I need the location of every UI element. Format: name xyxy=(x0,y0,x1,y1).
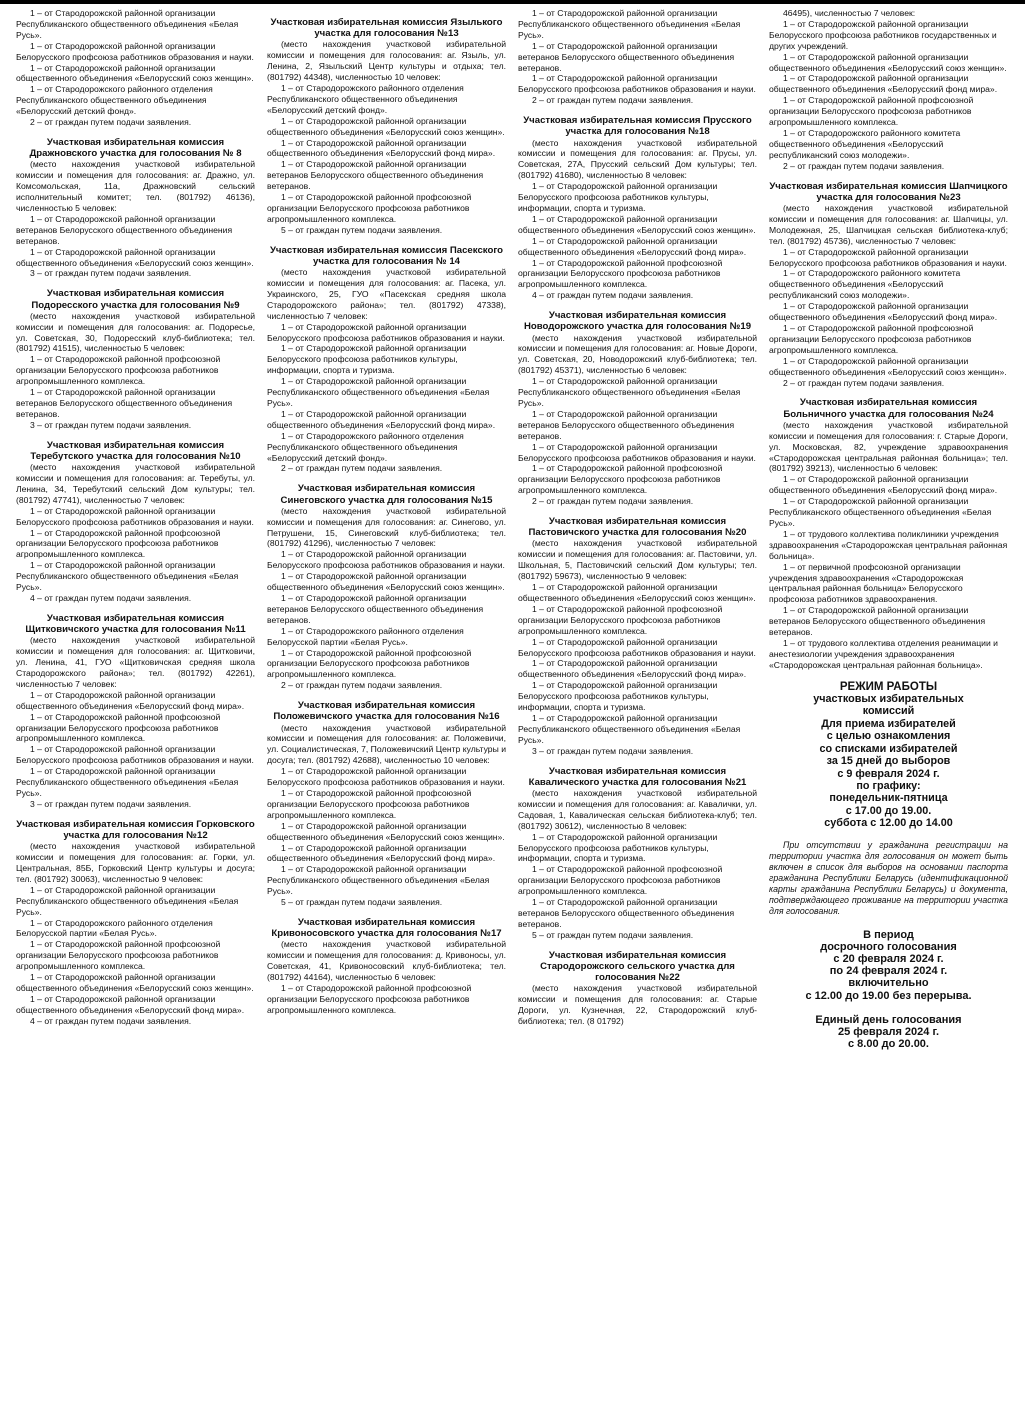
membership-line: 1 – от Стародорожской районной организации общественного объединения «Белорусский союз женщин». xyxy=(16,246,254,268)
membership-line: 1 – от Стародорожской районной организации Белорусского профсоюза работников культуры, информации, спорта и туризма. xyxy=(518,831,718,864)
membership-line: 1 – от Стародорожского районного отделения Белорусской партии «Белая Русь». xyxy=(16,917,213,939)
membership-line: 1 – от Стародорожской районной организации Белорусского профсоюза работников образования и науки. xyxy=(16,744,254,766)
membership-line: 1 – от Стародорожской районной организации общественного объединения «Белорусский фонд мира». xyxy=(769,73,998,95)
schedule-line: с 9 февраля 2024 г. xyxy=(837,767,940,780)
membership-line: 1 – от Стародорожской районной профсоюзной организации Белорусского профсоюза работников агропромышленного комплекса. xyxy=(16,711,221,744)
membership-line: 1 – от Стародорожской районной организации общественного объединения «Белорусский союз женщин». xyxy=(16,62,254,84)
membership-line: 1 – от Стародорожской районной организации Белорусского профсоюза работников культуры, информации, спорта и туризма. xyxy=(518,680,718,713)
commission-heading: Участковая избирательная комиссия Новодорожского участка для голосования №19 xyxy=(523,310,752,333)
membership-line: 1 – от Стародорожской районной организации Республиканского общественного объединения «Белая Русь». xyxy=(769,496,992,528)
commission-heading: Участковая избирательная комиссия Подоресского участка для голосования №9 xyxy=(31,288,240,311)
membership-line: 5 – от граждан путем подачи заявления. xyxy=(532,929,694,940)
schedule-line: с целью ознакомления xyxy=(826,730,951,743)
schedule-line: комиссий xyxy=(862,705,915,718)
membership-line: 1 – от Стародорожской районной организации Белорусского профсоюза работников культуры, информации, спорта и туризма. xyxy=(518,181,718,213)
membership-line: 1 – от Стародорожской районной профсоюзной организации Белорусского профсоюза работников агропромышленного комплекса. xyxy=(518,257,723,290)
commission-heading: Участковая избирательная комиссия Положевичского участка для голосования №16 xyxy=(273,700,500,723)
membership-line: 1 – от Стародорожской районной организации Республиканского общественного объединения «Белая Русь». xyxy=(267,864,490,897)
membership-line: 1 – от Стародорожской районной организации общественного объединения «Белорусский фонд мира». xyxy=(267,408,496,430)
schedule-line: с 12.00 до 19.00 без перерыва. xyxy=(805,989,972,1002)
column-3 xyxy=(512,8,763,1420)
schedule-line: по графику: xyxy=(856,779,921,792)
membership-line: 3 – от граждан путем подачи заявления. xyxy=(30,268,192,279)
membership-line: 1 – от Стародорожской районной организации Белорусского профсоюза работников государственных и других учреждений. xyxy=(769,18,997,51)
commission-location: (место нахождения участковой избирательной комиссии и помещения для голосования: аг. Положевичи, ул. Социалистическая, 7, Положевичский Центр культуры и досуга; тел. (801792) 42688), численностью 10 человек: xyxy=(267,722,506,766)
membership-line: 1 – от Стародорожской районной организации Белорусского профсоюза работников образования и науки. xyxy=(518,636,756,658)
commission-location: (место нахождения участковой избирательной комиссии и помещения для голосования: аг. Шапчицы, ул. Молодежная, 25, Шапчицкая сельская библиотека-клуб; тел. (801792) 45736), численностью 7 человек: xyxy=(769,203,1008,246)
membership-line: 1 – от Стародорожской районной профсоюзной организации Белорусского профсоюза работников агропромышленного комплекса. xyxy=(267,192,472,224)
membership-line: 2 – от граждан путем подачи заявления. xyxy=(281,680,443,691)
membership-line: 1 – от Стародорожской районной организации ветеранов Белорусского общественного объединения ветеранов. xyxy=(16,213,233,246)
membership-line: 1 – от Стародорожской районной организации ветеранов Белорусского общественного объединения ветеранов. xyxy=(769,605,986,638)
membership-line: 3 – от граждан путем подачи заявления. xyxy=(30,798,192,809)
membership-line: 46495), численностью 7 человек: xyxy=(783,8,916,18)
membership-line: 1 – от трудового коллектива отделения реанимации и анестезиологии учреждения здравоохранения «Стародорожская центральная районная больница». xyxy=(769,637,998,670)
commission-heading: Участковая избирательная комиссия Прусского участка для голосования №18 xyxy=(523,115,752,138)
membership-line: 1 – от Стародорожской районной организации Белорусского профсоюза работников образования и науки. xyxy=(518,73,756,95)
membership-line: 1 – от Стародорожской районной организации общественного объединения «Белорусский союз женщин». xyxy=(769,51,1007,73)
commission-location: (место нахождения участковой избирательной комиссии и помещения для голосования: аг. Старые Дороги, ул. Кузнечная, 22, Стародорожский клуб-библиотека; тел. (8 01792) xyxy=(518,983,757,1027)
membership-line: 1 – от Стародорожской районной организации общественного объединения «Белорусский союз женщин». xyxy=(267,115,505,137)
membership-line: 3 – от граждан путем подачи заявления. xyxy=(532,745,694,756)
schedule-line: Для приема избирателей xyxy=(821,717,956,730)
membership-line: 1 – от Стародорожской районной организации Белорусского профсоюза работников образования и науки. xyxy=(267,321,505,343)
schedule-line: с 8.00 до 20.00. xyxy=(848,1038,929,1051)
top-rule xyxy=(0,0,1025,4)
membership-line: 1 – от Стародорожского районного отделения Белорусской партии «Белая Русь». xyxy=(267,625,464,647)
work-schedule xyxy=(769,681,1008,830)
commission-location: (место нахождения участковой избирательной комиссии и помещения для голосования: аг. Теребуты, ул. Ленина, 34, Теребутский сельский Дом культуры; тел. (801792) 47741), численностью 7 человек: xyxy=(16,462,255,505)
commission-heading: Участковая избирательная комиссия Кавалического участка для голосования №21 xyxy=(528,765,747,788)
commission-location: (место нахождения участковой избирательной комиссии и помещения для голосования: д. Кривоносы, ул. Советская, 41, Кривоносовский клуб-библиотека; тел. (801792) 44164), численностью 6 человек: xyxy=(267,939,506,983)
membership-line: 1 – от Стародорожской районной профсоюзной организации Белорусского профсоюза работников агропромышленного комплекса. xyxy=(518,864,723,897)
commission-location: (место нахождения участковой избирательной комиссии и помещения для голосования: аг. Языль, ул. Ленина, 2, Языльский Центр культуры и отдыха; тел. (801792) 44348), численностью 10 человек: xyxy=(267,39,506,83)
membership-line: 1 – от Стародорожской районной профсоюзной организации Белорусского профсоюза работников агропромышленного комплекса. xyxy=(769,322,974,355)
commission-location: (место нахождения участковой избирательной комиссии и помещения для голосования: аг. Кавалички, ул. Садовая, 1, Кавалическая сельская библиотека-клуб; тел. (801792) 30612), численностью 8 человек: xyxy=(518,788,757,831)
membership-line: 1 – от Стародорожской районной организации ветеранов Белорусского общественного объединения ветеранов. xyxy=(518,897,735,929)
membership-line: 1 – от Стародорожской районной организации Белорусского профсоюза работников образования и науки. xyxy=(518,441,756,463)
membership-line: 1 – от Стародорожского районного комитета общественного объединения «Белорусский республиканский союз молодежи». xyxy=(769,268,961,301)
commission-location: (место нахождения участковой избирательной комиссии и помещения для голосования: аг. Синегово, ул. Петрушени, 15, Синеговский клуб-библиотека; тел. (801792) 41296), численностью 7 человек: xyxy=(267,505,506,549)
membership-line: 5 – от граждан путем подачи заявления. xyxy=(281,224,443,235)
membership-line: 1 – от Стародорожской районной профсоюзной организации Белорусского профсоюза работников агропромышленного комплекса. xyxy=(518,603,723,636)
column-4 xyxy=(763,8,1014,1420)
membership-line: 1 – от Стародорожской районной организации общественного объединения «Белорусский союз женщин». xyxy=(769,355,1007,377)
schedule-line: суббота с 12.00 до 14.00 xyxy=(824,817,953,830)
membership-line: 2 – от граждан путем подачи заявления. xyxy=(783,377,945,388)
membership-line: 1 – от Стародорожской районной профсоюзной организации Белорусского профсоюза работников агропромышленного комплекса. xyxy=(267,983,472,1015)
schedule-line: понедельник-пятница xyxy=(829,792,948,805)
membership-line: 1 – от Стародорожской районной организации Республиканского общественного объединения «Белая Русь». xyxy=(267,376,490,408)
commission-location: (место нахождения участковой избирательной комиссии и помещения для голосования: аг. Подоресье, ул. Советская, 30, Подоресский клуб-библиотека; тел. (801792) 41515), численностью 5 человек: xyxy=(16,310,255,354)
commission-heading: Участковая избирательная комиссия Теребутского участка для голосования №10 xyxy=(30,439,241,462)
membership-line: 4 – от граждан путем подачи заявления. xyxy=(532,290,694,301)
early-voting-lines xyxy=(769,929,1008,1002)
membership-line: 1 – от Стародорожской районной организации Республиканского общественного объединения «Белая Русь». xyxy=(518,376,741,408)
membership-line: 4 – от граждан путем подачи заявления. xyxy=(30,593,192,603)
schedule-line: со списками избирателей xyxy=(819,742,958,755)
registration-note xyxy=(769,840,1008,917)
commission-heading: Участковая избирательная комиссия Пастовичского участка для голосования №20 xyxy=(528,516,747,539)
newspaper-page xyxy=(10,8,1015,1420)
commission-location: (место нахождения участковой избирательной комиссии и помещения для голосования: аг. Горки, ул. Центральная, 85Б, Горковский Центр культуры и досуга; тел. (801792) 30063), численностью 9 человек: xyxy=(16,841,255,884)
early-voting-period xyxy=(769,929,1008,1051)
membership-line: 1 – от Стародорожской районной профсоюзной организации Белорусского профсоюза работников агропромышленного комплекса. xyxy=(16,527,221,560)
membership-line: 1 – от Стародорожской районной организации общественного объединения «Белорусский фонд мира». xyxy=(518,235,747,257)
membership-line: 1 – от Стародорожской районной организации Республиканского общественного объединения «Белая Русь». xyxy=(16,560,239,593)
commission-heading: Участковая избирательная комиссия Язылького участка для голосования №13 xyxy=(270,17,503,40)
registration-note-text: При отсутствии у гражданина регистрации на территории участка для голосования он может быть включен в список для выборов на основании паспорта гражданина Республики Беларусь (идентификационной карты гражданина Республики Беларусь) и документа, подтверждающего проживание на территории участка для голосования. xyxy=(769,839,1008,916)
membership-line: 1 – от Стародорожской районной организации общественного объединения «Белорусский фонд мира». xyxy=(769,474,998,496)
commission-location: (место нахождения участковой избирательной комиссии и помещения для голосования: г. Старые Дороги, ул. Московская, 82, учреждение здравоохранения «Стародорожская центральная районная больница»; тел. (801792) 39213), численностью 6 человек: xyxy=(769,419,1008,474)
membership-line: 1 – от Стародорожской районной профсоюзной организации Белорусского профсоюза работников агропромышленного комплекса. xyxy=(769,95,974,128)
membership-line: 1 – от Стародорожской районной организации общественного объединения «Белорусский фонд мира». xyxy=(518,658,747,680)
membership-line: 1 – от Стародорожского районного отделения Республиканского общественного объединения «Белорусский детский фонд». xyxy=(267,83,464,115)
membership-line: 1 – от трудового коллектива поликлиники учреждения здравоохранения «Стародорожская центральная районная больница». xyxy=(769,528,1008,561)
membership-line: 1 – от Стародорожской районной организации Республиканского общественного объединения «Белая Русь». xyxy=(16,766,239,798)
commission-location: (место нахождения участковой избирательной комиссии и помещения для голосования: аг. Прусы, ул. Советская, 27А, Прусский сельский Дом культуры; тел. (801792) 41680), численностью 8 человек: xyxy=(518,137,757,181)
schedule-line: с 17.00 до 19.00. xyxy=(845,804,932,817)
membership-line: 1 – от Стародорожской районной организации Республиканского общественного объединения «Белая Русь». xyxy=(518,712,741,745)
membership-line: 1 – от Стародорожской районной организации Белорусского профсоюза работников образования и науки. xyxy=(16,40,254,62)
membership-line: 3 – от граждан путем подачи заявления. xyxy=(30,419,192,430)
commission-location: (место нахождения участковой избирательной комиссии и помещения для голосования: аг. Дражно, ул. Комсомольская, 11а, Дражновский сельский исполнительный комитет; тел. (801792) 46136), численностью 5 человек: xyxy=(16,159,255,213)
commission-location: (место нахождения участковой избирательной комиссии и помещения для голосования: аг. Пастовичи, ул. Школьная, 5, Пастовичский сельский Дом культуры; тел. (801792) 59673), численностью 9 человек: xyxy=(518,538,757,582)
commission-heading: Участковая избирательная комиссия Пасекского участка для голосования № 14 xyxy=(269,244,504,267)
membership-line: 1 – от Стародорожской районной профсоюзной организации Белорусского профсоюза работников агропромышленного комплекса. xyxy=(267,788,472,820)
schedule-line: досрочного голосования xyxy=(820,940,957,953)
membership-line: 1 – от Стародорожской районной организации Белорусского профсоюза работников образования и науки. xyxy=(267,549,505,571)
membership-line: 5 – от граждан путем подачи заявления. xyxy=(281,897,443,908)
membership-line: 1 – от Стародорожской районной организации общественного объединения «Белорусский фонд мира». xyxy=(16,689,245,711)
membership-line: 1 – от Стародорожской районной организации ветеранов Белорусского общественного объединения ветеранов. xyxy=(518,40,735,73)
membership-line: 1 – от первичной профсоюзной организации учреждения здравоохранения «Стародорожская центральная районная больница» Белорусского профсоюза работников здравоохранения. xyxy=(769,561,964,605)
membership-line: 1 – от Стародорожской районной профсоюзной организации Белорусского профсоюза работников агропромышленного комплекса. xyxy=(518,463,723,496)
commission-heading: Участковая избирательная комиссия Горковского участка для голосования №12 xyxy=(16,818,255,842)
membership-line: 1 – от Стародорожской районной профсоюзной организации Белорусского профсоюза работников агропромышленного комплекса. xyxy=(267,647,472,680)
membership-line: 1 – от Стародорожской районной организации Белорусского профсоюза работников образования и науки. xyxy=(769,246,1007,268)
membership-line: 1 – от Стародорожской районной организации Республиканского общественного объединения «Белая Русь». xyxy=(518,8,741,40)
work-schedule-title: РЕЖИМ РАБОТЫ xyxy=(839,680,938,693)
commission-heading: Участковая избирательная комиссия Дражновского участка для голосования № 8 xyxy=(29,136,242,160)
membership-line: 1 – от Стародорожской районной профсоюзной организации Белорусского профсоюза работников агропромышленного комплекса. xyxy=(16,939,221,972)
membership-line: 1 – от Стародорожской районной организации Республиканского общественного объединения «Белая Русь». xyxy=(16,884,239,917)
voting-day-lines xyxy=(769,1014,1008,1051)
membership-line: 1 – от Стародорожской районной организации Республиканского общественного объединения «Белая Русь». xyxy=(16,8,239,40)
column-1 xyxy=(10,8,261,1420)
membership-line: 1 – от Стародорожского районного отделения Республиканского общественного объединения «Белорусский детский фонд». xyxy=(267,430,464,463)
column-4-body xyxy=(769,8,1008,671)
schedule-line: В период xyxy=(863,928,914,941)
membership-line: 2 – от граждан путем подачи заявления. xyxy=(30,117,192,128)
schedule-line: включительно xyxy=(848,977,929,990)
column-2 xyxy=(261,8,512,1420)
membership-line: 1 – от Стародорожской районной организации ветеранов Белорусского общественного объединения ветеранов. xyxy=(518,408,735,441)
schedule-line: Единый день голосования xyxy=(815,1013,962,1026)
membership-line: 1 – от Стародорожской районной организации общественного объединения «Белорусский союз женщин». xyxy=(518,213,756,235)
membership-line: 1 – от Стародорожской районной организации Белорусского профсоюза работников культуры, информации, спорта и туризма. xyxy=(267,343,467,376)
schedule-line: по 24 февраля 2024 г. xyxy=(829,965,948,978)
commission-heading: Участковая избирательная комиссия Кривоносовского участка для голосования №17 xyxy=(271,916,502,940)
membership-line: 1 – от Стародорожской районной организации ветеранов Белорусского общественного объединения ветеранов. xyxy=(267,593,484,625)
schedule-line: за 15 дней до выборов xyxy=(826,755,951,768)
commission-heading: Участковая избирательная комиссия Стародорожского сельского участка для голосования №22 xyxy=(540,949,735,984)
membership-line: 1 – от Стародорожской районной организации Белорусского профсоюза работников образования и науки. xyxy=(267,766,505,788)
commission-location: (место нахождения участковой избирательной комиссии и помещения для голосования: аг. Новые Дороги, ул. Советская, 20, Новодорожский клуб-библиотека; тел. (801792) 45371), численностью 6 человек: xyxy=(518,332,757,376)
membership-line: 1 – от Стародорожской районной организации общественного объединения «Белорусский фонд мира». xyxy=(769,301,998,323)
work-schedule-lines xyxy=(769,693,1008,829)
membership-line: 4 – от граждан путем подачи заявления. xyxy=(30,1015,192,1026)
membership-line: 2 – от граждан путем подачи заявления. xyxy=(281,463,443,474)
schedule-line: 25 февраля 2024 г. xyxy=(837,1025,939,1038)
schedule-line: участковых избирательных xyxy=(813,693,964,706)
membership-line: 1 – от Стародорожской районной профсоюзной организации Белорусского профсоюза работников агропромышленного комплекса. xyxy=(16,354,221,387)
commission-heading: Участковая избирательная комиссия Шапчицкого участка для голосования №23 xyxy=(769,180,1008,203)
membership-line: 2 – от граждан путем подачи заявления. xyxy=(532,95,694,106)
membership-line: 1 – от Стародорожской районной организации общественного объединения «Белорусский фонд мира». xyxy=(267,842,496,864)
membership-line: 1 – от Стародорожского районного комитета общественного объединения «Белорусский республиканский союз молодежи». xyxy=(769,127,961,160)
membership-line: 1 – от Стародорожской районной организации общественного объединения «Белорусский союз женщин». xyxy=(16,972,254,993)
membership-line: 1 – от Стародорожской районной организации ветеранов Белорусского общественного объединения ветеранов. xyxy=(267,159,484,192)
commission-heading: Участковая избирательная комиссия Щитковичского участка для голосования №11 xyxy=(25,612,246,636)
schedule-line: с 20 февраля 2024 г. xyxy=(833,952,944,965)
membership-line: 1 – от Стародорожской районной организации Белорусского профсоюза работников образования и науки. xyxy=(16,505,254,527)
membership-line: 1 – от Стародорожского районного отделения Республиканского общественного объединения «Белорусский детский фонд». xyxy=(16,84,213,117)
membership-line: 1 – от Стародорожской районной организации общественного объединения «Белорусский фонд мира». xyxy=(16,993,245,1015)
membership-line: 1 – от Стародорожской районной организации общественного объединения «Белорусский союз женщин». xyxy=(267,571,505,593)
commission-heading: Участковая избирательная комиссия Больничного участка для голосования №24 xyxy=(783,397,994,420)
commission-location: (место нахождения участковой избирательной комиссии и помещения для голосования: аг. Щитковичи, ул. Ленина, 41, ГУО «Щитковичская средняя школа Стародорожского района»; тел. (801792) 42261), численностью 7 человек: xyxy=(16,635,255,689)
membership-line: 1 – от Стародорожской районной организации общественного объединения «Белорусский союз женщин». xyxy=(267,820,505,842)
commission-location: (место нахождения участковой избирательной комиссии и помещения для голосования: аг. Пасека, ул. Украинского, 25, ГУО «Пасекская средняя школа Стародорожского района»; тел. (801792) 47338), численностью 7 человек: xyxy=(267,267,506,321)
membership-line: 1 – от Стародорожской районной организации ветеранов Белорусского общественного объединения ветеранов. xyxy=(16,387,233,419)
membership-line: 2 – от граждан путем подачи заявления. xyxy=(532,496,694,507)
membership-line: 1 – от Стародорожской районной организации общественного объединения «Белорусский союз женщин». xyxy=(518,582,756,603)
membership-line: 1 – от Стародорожской районной организации общественного объединения «Белорусский фонд мира». xyxy=(267,137,496,159)
commission-heading: Участковая избирательная комиссия Синеговского участка для голосования №15 xyxy=(280,483,493,506)
membership-line: 2 – от граждан путем подачи заявления. xyxy=(783,160,945,171)
